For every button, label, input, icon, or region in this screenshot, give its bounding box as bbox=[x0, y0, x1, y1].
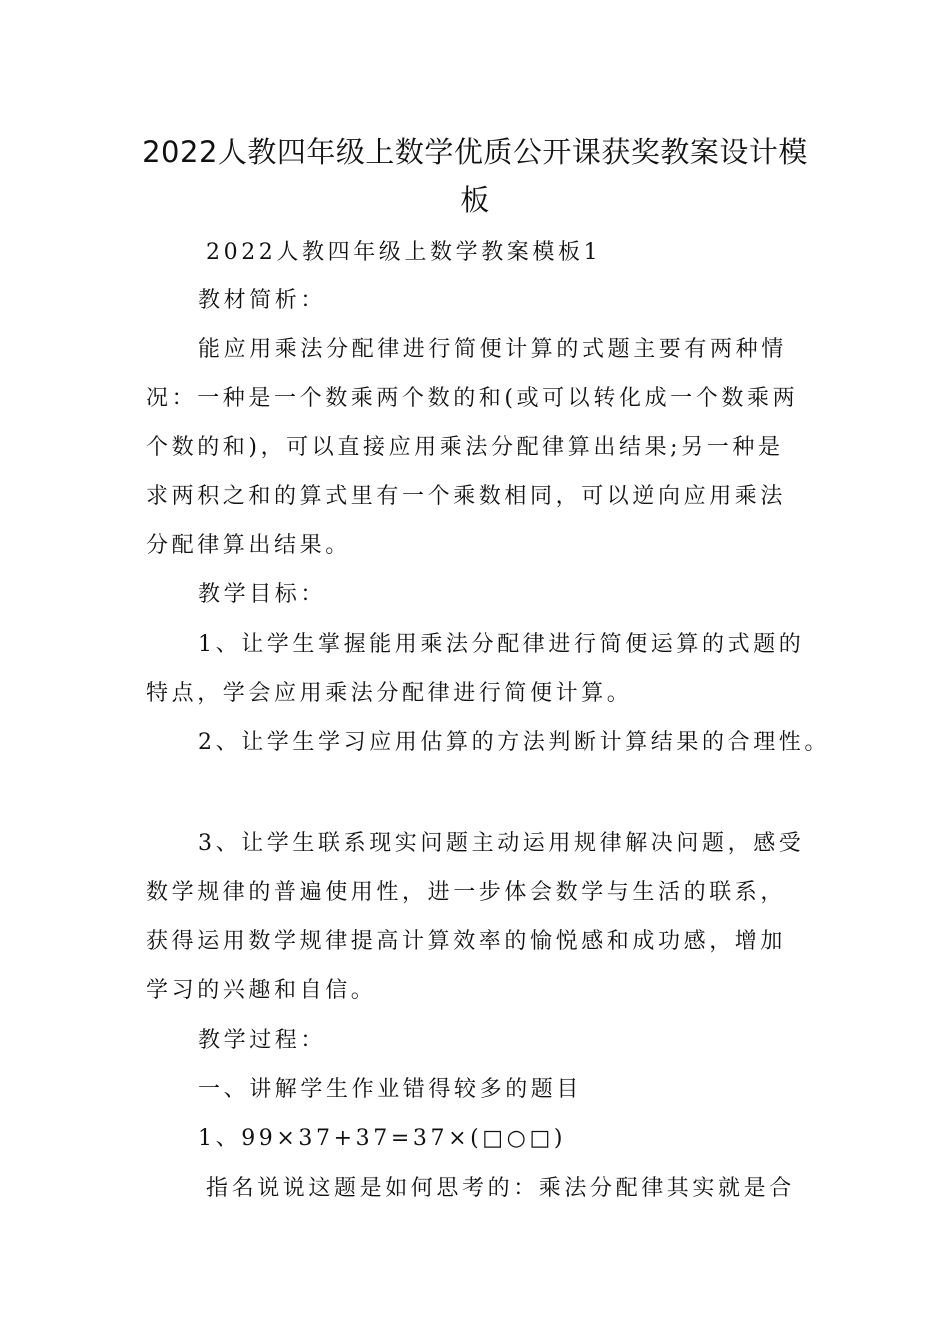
paragraph-line: 2、让学生学习应用估算的方法判断计算结果的合理性。 bbox=[198, 730, 830, 755]
paragraph-line: 个数的和)，可以直接应用乘法分配律算出结果;另一种是 bbox=[146, 435, 784, 460]
paragraph-line: 特点，学会应用乘法分配律进行简便计算。 bbox=[146, 681, 633, 706]
paragraph-line: 1、99×37+37=37×(□○□) bbox=[198, 1126, 567, 1151]
section-heading-goals: 教学目标： bbox=[198, 582, 327, 607]
paragraph-line: 能应用乘法分配律进行简便计算的式题主要有两种情 bbox=[198, 337, 787, 362]
title-line-1: 2022人教四年级上数学优质公开课获奖教案设计模 bbox=[142, 135, 808, 169]
paragraph-line: 指名说说这题是如何思考的：乘法分配律其实就是合 bbox=[206, 1176, 795, 1201]
paragraph-line: 学习的兴趣和自信。 bbox=[146, 978, 377, 1003]
title-line-2: 板 bbox=[460, 183, 490, 217]
paragraph-line: 况：一种是一个数乘两个数的和(或可以转化成一个数乘两 bbox=[146, 386, 799, 411]
paragraph-line: 获得运用数学规律提高计算效率的愉悦感和成功感，增加 bbox=[146, 929, 787, 954]
paragraph-line: 数学规律的普遍使用性，进一步体会数学与生活的联系， bbox=[146, 880, 787, 905]
section-heading-materials: 教材简析： bbox=[198, 288, 327, 313]
subtitle-line: 2022人教四年级上数学教案模板1 bbox=[206, 240, 602, 265]
paragraph-line: 3、让学生联系现实问题主动运用规律解决问题，感受 bbox=[198, 831, 805, 856]
paragraph-line: 一、讲解学生作业错得较多的题目 bbox=[198, 1077, 583, 1102]
paragraph-line: 1、让学生掌握能用乘法分配律进行简便运算的式题的 bbox=[198, 632, 805, 657]
section-heading-process: 教学过程： bbox=[198, 1028, 327, 1053]
paragraph-line: 分配律算出结果。 bbox=[146, 533, 351, 558]
document-title bbox=[140, 128, 810, 224]
paragraph-line: 求两积之和的算式里有一个乘数相同，可以逆向应用乘法 bbox=[146, 484, 787, 509]
